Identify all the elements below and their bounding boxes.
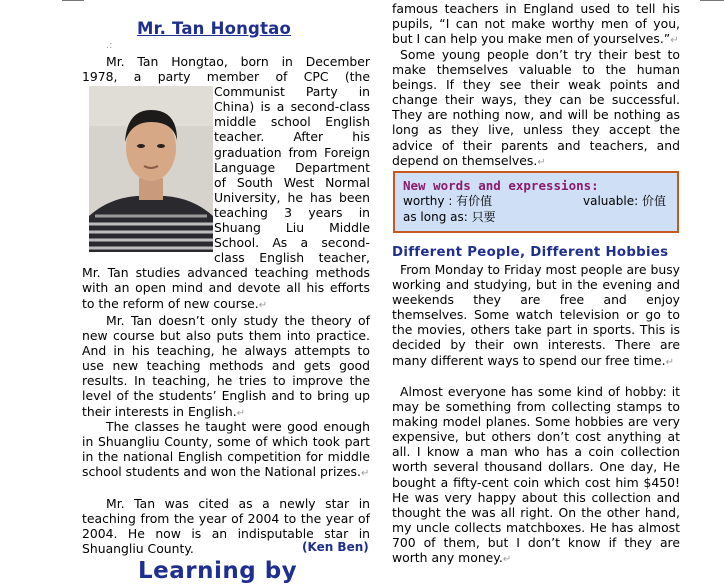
vocabulary-heading: New words and expressions: bbox=[403, 178, 599, 193]
top-rule-right bbox=[700, 0, 724, 1]
intro-line: to the reform of new course.↵ bbox=[82, 295, 268, 311]
intro-line: teacher. After his bbox=[214, 129, 370, 145]
article-title: Mr. Tan Hongtao bbox=[137, 19, 292, 38]
intro-line: Communist Party in bbox=[214, 84, 370, 100]
intro-line: China) is a second-class bbox=[214, 99, 370, 115]
vocab-as-long-as: as long as: 只要 bbox=[403, 210, 496, 224]
paragraph-free-time bbox=[392, 262, 680, 370]
intro-line: class English teacher, bbox=[214, 250, 370, 266]
vocabulary-row bbox=[403, 193, 669, 209]
paragraph-hobbies bbox=[392, 384, 680, 567]
para-mark: ↵ bbox=[236, 407, 246, 419]
intro-line: of South West Normal bbox=[214, 174, 370, 190]
paragraph-hobbies-text: Almost everyone has some kind of hobby: it may be something from collecting stamps to making model planes. Some hobbies are very expensive, but others don’t cost anything at all. I know a man who has a coin collection worth several thousand dollars. One day, He bought a fifty-cent coin which cost him $450! He was very happy about this collection and thought the was all right. On the other hand, my uncle collects matchboxes. He has almost 700 of them, but I don’t know if they are worth any money. bbox=[392, 384, 680, 566]
intro-paragraph bbox=[82, 54, 370, 311]
paragraph-famous-teachers-text: famous teachers in England used to tell his pupils, “I can not make worthy men of you, but I can help you make men of yourselves.” bbox=[392, 1, 680, 47]
intro-line: with an open mind and devote all his efforts bbox=[82, 280, 370, 296]
para-mark: ↵ bbox=[258, 299, 268, 311]
paragraph-practice-text: Mr. Tan doesn’t only study the theory of new course but also puts them into practice. And in his teaching, he always attempts to use new teaching methods and gets good results. In teaching, he tries to improve the level of the students’ English and to bring up their interests in English. bbox=[82, 313, 370, 419]
vocab-worthy: worthy : 有价值 bbox=[403, 194, 493, 208]
para-mark: ↵ bbox=[537, 156, 546, 168]
intro-line: University, he has been bbox=[214, 189, 370, 205]
paragraph-practice bbox=[82, 313, 370, 421]
paragraph-classes-text: The classes he taught were good enough in Shuangliu County, some of which took part in the national English competition for middle school students and won the National prizes. bbox=[82, 419, 370, 480]
intro-line: teaching 3 years in bbox=[214, 204, 370, 220]
vocab-valuable: valuable: 价值 bbox=[583, 194, 666, 208]
intro-line: graduation from Foreign bbox=[214, 144, 370, 160]
author-byline: (Ken Ben) bbox=[302, 540, 369, 554]
paragraph-star-text: Mr. Tan was cited as a newly star in teaching from the year of 2004 to the year of 2004. He now is an indisputable star in Shuangliu County. bbox=[82, 496, 370, 557]
next-article-heading: Learning by bbox=[138, 558, 298, 584]
paragraph-young-people-text: Some young people don’t try their best to make themselves valuable to the human beings. If they see their weak points and change their ways, they can be successful. They are nothing now, and will be nothing as long as they live, unless they accept the advice of their parents and teachers, and depend on themselves. bbox=[392, 47, 680, 168]
paragraph-young-people bbox=[392, 47, 680, 170]
para-mark: .: bbox=[106, 40, 113, 51]
intro-line: Mr. Tan studies advanced teaching methods bbox=[82, 265, 370, 281]
intro-line: middle school English bbox=[214, 114, 370, 130]
intro-line: Language Department bbox=[214, 159, 370, 175]
vocabulary-box bbox=[393, 171, 679, 233]
para-mark: ↵ bbox=[670, 35, 679, 47]
intro-line: School. As a second- bbox=[214, 235, 370, 251]
intro-line: Shuang Liu Middle bbox=[214, 220, 370, 236]
intro-line: Mr. Tan Hongtao, born in December bbox=[106, 54, 370, 69]
para-mark: ↵ bbox=[502, 554, 512, 566]
paragraph-famous-teachers bbox=[392, 1, 680, 48]
para-mark: ↵ bbox=[360, 468, 370, 480]
paragraph-free-time-text: From Monday to Friday most people are busy working and studying, but in the evening and weekends they are free and enjoy themselves. Some watch television or go to the movies, others take part in sports. This is decided by their own interests. There are many different ways to spend our free time. bbox=[392, 262, 680, 368]
para-mark: ↵ bbox=[665, 356, 674, 368]
section-title: Different People, Different Hobbies bbox=[392, 245, 669, 260]
paragraph-classes bbox=[82, 419, 370, 481]
intro-line: 1978, a party member of CPC (the bbox=[82, 69, 370, 85]
top-rule-left bbox=[62, 0, 84, 1]
